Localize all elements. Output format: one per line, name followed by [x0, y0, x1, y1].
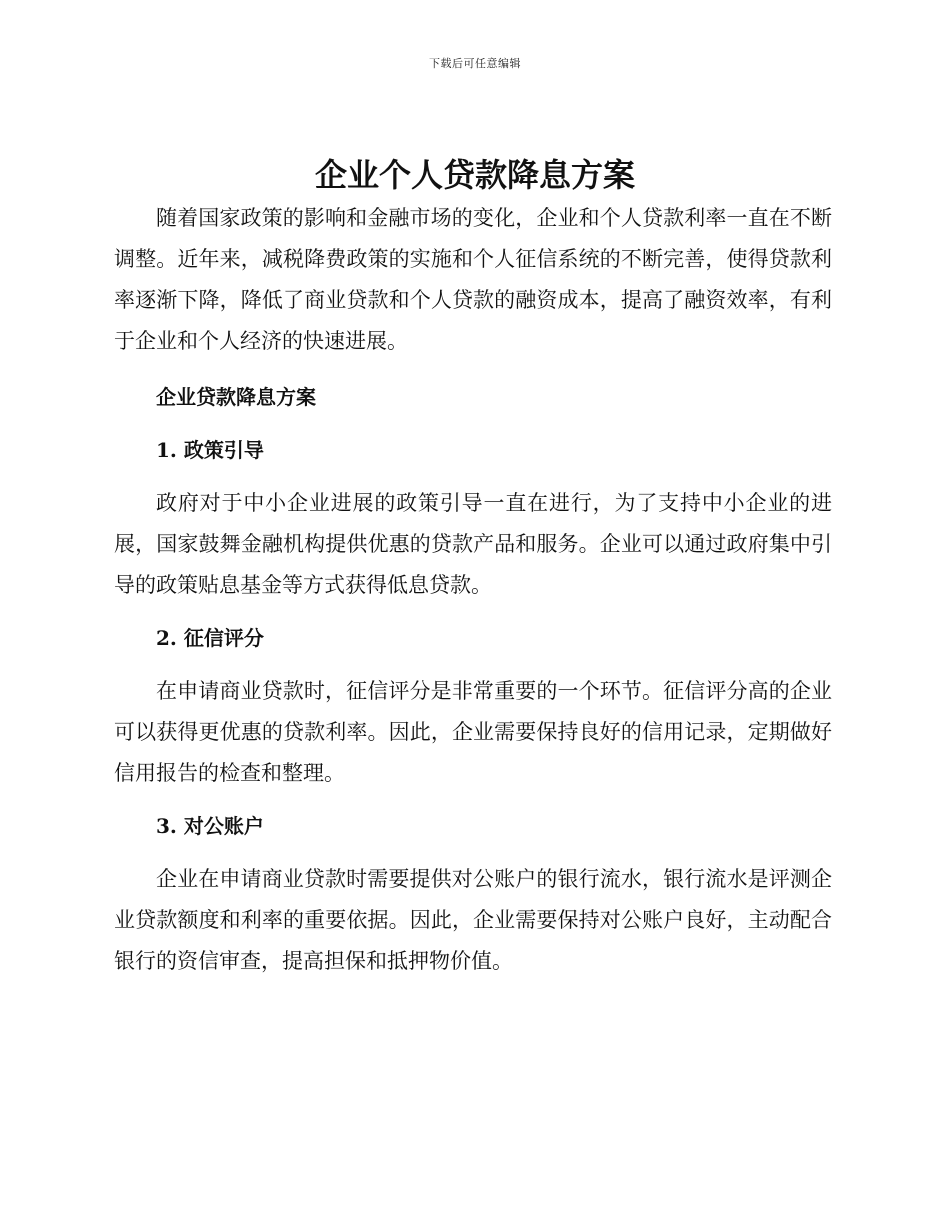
item-heading-credit-score: 2. 征信评分 [156, 626, 264, 650]
document-body [114, 198, 832, 982]
item-heading-corporate-account: 3. 对公账户 [156, 814, 264, 838]
item-paragraph-credit-score: 在申请商业贷款时，征信评分是非常重要的一个环节。征信评分高的企业可以获得更优惠的贷款利率。因此，企业需要保持良好的信用记录，定期做好信用报告的检查和整理。 [114, 679, 832, 785]
header-note: 下载后可任意编辑 [429, 57, 521, 70]
document-title: 企业个人贷款降息方案 [314, 156, 635, 194]
item-paragraph-corporate-account: 企业在申请商业贷款时需要提供对公账户的银行流水，银行流水是评测企业贷款额度和利率的重要依据。因此，企业需要保持对公账户良好，主动配合银行的资信审查，提高担保和抵押物价值。 [114, 867, 832, 973]
item-heading-policy: 1. 政策引导 [156, 438, 264, 462]
item-paragraph-policy: 政府对于中小企业进展的政策引导一直在进行，为了支持中小企业的进展，国家鼓舞金融机构提供优惠的贷款产品和服务。企业可以通过政府集中引导的政策贴息基金等方式获得低息贷款。 [114, 491, 832, 597]
section-heading: 企业贷款降息方案 [156, 385, 316, 409]
intro-paragraph: 随着国家政策的影响和金融市场的变化，企业和个人贷款利率一直在不断调整。近年来，减税降费政策的实施和个人征信系统的不断完善，使得贷款利率逐渐下降，降低了商业贷款和个人贷款的融资成本，提高了融资效率，有利于企业和个人经济的快速进展。 [114, 206, 832, 353]
